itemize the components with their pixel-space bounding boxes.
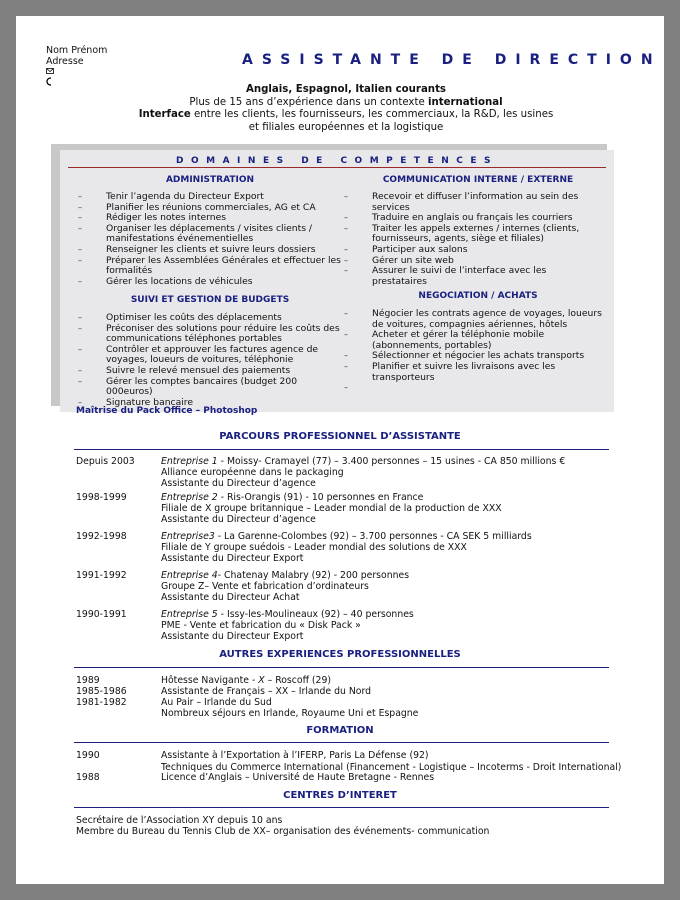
budget-item-text: Optimiser les coûts des déplacements bbox=[106, 312, 282, 323]
job-role: Assistante du Directeur d’agence bbox=[161, 514, 316, 525]
bullet-dash: – bbox=[344, 361, 348, 371]
interet-row bbox=[76, 815, 282, 826]
bullet-dash: – bbox=[344, 255, 348, 265]
competences-divider bbox=[68, 167, 606, 168]
job-company: Entreprise 1 bbox=[161, 456, 218, 467]
job-company: Entreprise 2 bbox=[161, 492, 218, 503]
job-company-line bbox=[161, 456, 641, 467]
job-location: - Chatenay Malabry (92) - 200 personnes bbox=[217, 570, 410, 581]
bullet-dash: – bbox=[78, 397, 82, 407]
communication-item bbox=[344, 243, 603, 256]
budget-item bbox=[78, 375, 342, 398]
communication-item-text: Traiter les appels externes / internes (clients, fournisseurs, agents, siège et filiales) bbox=[372, 222, 580, 245]
communication-item-text: Recevoir et diffuser l’information au sein des services bbox=[372, 191, 579, 213]
interface-bold: Interface bbox=[138, 109, 191, 120]
job-role: Assistante du Directeur Achat bbox=[161, 592, 300, 603]
negociation-item-text: Sélectionner et négocier les achats transports bbox=[372, 350, 585, 362]
negociation-item-text: Acheter et gérer la téléphonie mobile (abonnements, portables) bbox=[372, 329, 545, 351]
autre-text-main: Assistante de Français – XX – Irlande du Nord bbox=[161, 686, 372, 697]
contact-block bbox=[46, 45, 107, 89]
administration-item-text: Préparer les Assemblées Générales et effectuer les formalités bbox=[106, 254, 341, 277]
parcours-divider bbox=[74, 449, 609, 450]
budget-item-text: Suivre le relevé mensuel des paiements bbox=[106, 364, 291, 376]
budget-item bbox=[78, 364, 342, 377]
administration-item-text: Organiser les déplacements / visites clients / manifestations événementielles bbox=[106, 222, 313, 245]
bullet-dash: – bbox=[78, 213, 82, 223]
administration-list bbox=[78, 191, 342, 287]
intro-summary bbox=[56, 84, 636, 134]
formation-text: Assistante à l’Exportation à l’IFERP, Paris La Défense (92) bbox=[161, 750, 429, 761]
bullet-dash: – bbox=[344, 266, 348, 276]
budget-item bbox=[78, 322, 342, 345]
interet-text: Membre du Bureau du Tennis Club de XX– organisation des événements- communication bbox=[76, 826, 490, 837]
envelope-icon bbox=[46, 67, 107, 77]
negociation-list bbox=[344, 308, 603, 393]
job-company-line bbox=[161, 492, 641, 503]
budget-item-text: Préconiser des solutions pour réduire les coûts des communications téléphones portables bbox=[106, 322, 340, 345]
interet-text: Secrétaire de l’Association XY depuis 10 ans bbox=[76, 815, 283, 826]
job-details bbox=[161, 570, 641, 603]
autre-text-main: Hôtesse Navigante - bbox=[161, 675, 259, 686]
formation-note: Techniques du Commerce International (Financement - Logistique – Incoterms - Droit International) bbox=[161, 762, 622, 773]
interface-line bbox=[56, 109, 636, 122]
autre-text-main: Au Pair – Irlande du Sud bbox=[161, 697, 272, 708]
job-details bbox=[161, 456, 641, 489]
administration-item bbox=[78, 191, 342, 203]
formation-text: Licence d’Anglais – Université de Haute Bretagne - Rennes bbox=[161, 772, 435, 783]
autre-text bbox=[161, 675, 331, 686]
job-description: Filiale de Y groupe suédois - Leader mondial des solutions de XXX bbox=[161, 542, 467, 553]
job-details bbox=[161, 531, 641, 564]
bullet-dash: – bbox=[344, 223, 348, 233]
bullet-dash: – bbox=[78, 376, 82, 386]
interface-text: entre les clients, les fournisseurs, les commerciaux, la R&D, les usines bbox=[190, 109, 554, 120]
communication-item-text: Traduire en anglais ou français les courriers bbox=[372, 212, 573, 224]
experience-line bbox=[56, 97, 636, 110]
experience-text: Plus de 15 ans d’expérience dans un contexte bbox=[189, 96, 428, 108]
bullet-dash: – bbox=[78, 192, 82, 201]
formation-year: 1988 bbox=[76, 772, 100, 783]
cv-page bbox=[16, 16, 664, 884]
communication-item-text: Participer aux salons bbox=[372, 243, 468, 255]
page-title: ASSISTANTE DE DIRECTION bbox=[242, 52, 662, 68]
negociation-item-text: Négocier les contrats agence de voyages, loueurs de voitures, compagnies aériennes, hôtels bbox=[372, 308, 602, 330]
administration-item-text: Planifier les réunions commerciales, AG et CA bbox=[106, 201, 316, 213]
administration-item-text: Renseigner les clients et suivre leurs dossiers bbox=[106, 243, 316, 255]
formation-divider bbox=[74, 742, 609, 743]
communication-item-text: Gérer un site web bbox=[372, 254, 454, 266]
autres-note: Nombreux séjours en Irlande, Royaume Uni et Espagne bbox=[161, 708, 419, 719]
job-role: Assistante du Directeur Export bbox=[161, 631, 304, 642]
job-role: Assistante du Directeur Export bbox=[161, 553, 304, 564]
bullet-dash: – bbox=[344, 213, 348, 223]
job-description: Groupe Z– Vente et fabrication d’ordinateurs bbox=[161, 581, 369, 592]
administration-item bbox=[78, 222, 342, 245]
interet-row bbox=[76, 826, 489, 837]
job-years: 1990-1991 bbox=[76, 609, 127, 620]
job-details bbox=[161, 609, 641, 642]
autres-heading: AUTRES EXPERIENCES PROFESSIONNELLES bbox=[219, 649, 461, 660]
job-location: - La Garenne-Colombes (92) – 3.700 personnes - CA SEK 5 milliards bbox=[214, 531, 532, 542]
job-company-line bbox=[161, 531, 641, 542]
job-description: Filiale de X groupe britannique – Leader mondial de la production de XXX bbox=[161, 503, 502, 514]
formation-year: 1990 bbox=[76, 750, 100, 761]
job-years: Depuis 2003 bbox=[76, 456, 135, 467]
bullet-dash: – bbox=[344, 309, 348, 318]
job-years: 1991-1992 bbox=[76, 570, 127, 581]
competences-box bbox=[60, 150, 614, 412]
bullet-dash: – bbox=[344, 192, 348, 201]
autre-text-end: – Roscoff (29) bbox=[264, 675, 332, 686]
administration-item-text: Gérer les locations de véhicules bbox=[106, 275, 253, 287]
communication-item bbox=[344, 222, 603, 245]
autre-years: 1981-1982 bbox=[76, 697, 127, 708]
contact-name: Nom Prénom bbox=[46, 45, 108, 56]
communication-list bbox=[344, 191, 603, 287]
bullet-dash: – bbox=[78, 313, 82, 322]
job-location: - Ris-Orangis (91) - 10 personnes en France bbox=[217, 492, 424, 503]
administration-item bbox=[78, 243, 342, 256]
job-description: Alliance européenne dans le packaging bbox=[161, 467, 344, 478]
parcours-heading: PARCOURS PROFESSIONNEL D’ASSISTANTE bbox=[219, 431, 461, 442]
budgets-heading: SUIVI ET GESTION DE BUDGETS bbox=[130, 295, 290, 305]
formation-heading: FORMATION bbox=[306, 725, 374, 736]
job-company: Entreprise 5 bbox=[161, 609, 218, 620]
negociation-item bbox=[344, 329, 603, 351]
negociation-item bbox=[344, 360, 603, 383]
communication-item bbox=[344, 265, 603, 287]
job-years: 1992-1998 bbox=[76, 531, 127, 542]
budget-item bbox=[78, 343, 342, 366]
experience-bold: international bbox=[427, 96, 503, 108]
administration-heading: ADMINISTRATION bbox=[165, 175, 255, 185]
administration-item-text: Tenir l’agenda du Directeur Export bbox=[106, 191, 264, 202]
budget-item-text: Contrôler et approuver les factures agence de voyages, loueurs de voitures, téléphonie bbox=[106, 343, 319, 366]
interets-divider bbox=[74, 807, 609, 808]
contact-address: Adresse bbox=[46, 56, 84, 67]
bullet-dash: – bbox=[78, 255, 82, 265]
autre-years: 1989 bbox=[76, 675, 100, 686]
negociation-item-text: Planifier et suivre les livraisons avec les transporteurs bbox=[372, 360, 556, 383]
administration-item-text: Rédiger les notes internes bbox=[106, 212, 227, 224]
job-description: PME - Vente et fabrication du « Disk Pack » bbox=[161, 620, 361, 631]
negociation-item bbox=[344, 308, 603, 330]
budget-item-text: Signature bancaire bbox=[106, 396, 193, 408]
autre-years: 1985-1986 bbox=[76, 686, 127, 697]
languages-line: Anglais, Espagnol, Italien courants bbox=[245, 84, 446, 95]
communication-item bbox=[344, 191, 603, 213]
job-company-line bbox=[161, 609, 641, 620]
negociation-heading: NEGOCIATION / ACHATS bbox=[418, 291, 538, 301]
job-role: Assistante du Directeur d’agence bbox=[161, 478, 316, 489]
budget-item-text: Gérer les comptes bancaires (budget 200 000euros) bbox=[106, 375, 298, 398]
bullet-dash: – bbox=[78, 223, 82, 233]
job-company-line bbox=[161, 570, 641, 581]
administration-item bbox=[78, 254, 342, 277]
job-company: Entreprise3 bbox=[161, 531, 215, 542]
job-details bbox=[161, 492, 641, 525]
software-skills: Maîtrise du Pack Office – Photoshop bbox=[76, 406, 258, 416]
bullet-dash: – bbox=[78, 202, 82, 212]
competences-title: DOMAINES DE COMPETENCES bbox=[176, 156, 498, 166]
bullet-dash: – bbox=[344, 351, 348, 361]
job-company: Entreprise 4 bbox=[161, 570, 218, 581]
bullet-dash: – bbox=[344, 383, 348, 393]
autres-divider bbox=[74, 667, 609, 668]
administration-item bbox=[78, 275, 342, 288]
bullet-dash: – bbox=[78, 323, 82, 333]
autre-text bbox=[161, 686, 371, 697]
interets-heading: CENTRES D’INTERET bbox=[283, 790, 397, 801]
bullet-dash: – bbox=[78, 365, 82, 375]
bullet-dash: – bbox=[78, 244, 82, 254]
bullet-dash: – bbox=[344, 244, 348, 254]
bullet-dash: – bbox=[78, 344, 82, 354]
communication-item-text: Assurer le suivi de l’interface avec les prestataires bbox=[372, 265, 547, 287]
job-years: 1998-1999 bbox=[76, 492, 127, 503]
job-location: - Issy-les-Moulineaux (92) – 40 personnes bbox=[217, 609, 414, 620]
autre-text-italic: X bbox=[258, 675, 265, 686]
budgets-list bbox=[78, 312, 342, 408]
bullet-dash: – bbox=[78, 276, 82, 286]
budget-item bbox=[78, 312, 342, 324]
autre-text bbox=[161, 697, 272, 708]
communication-heading: COMMUNICATION INTERNE / EXTERNE bbox=[382, 175, 574, 185]
job-location: - Moissy- Cramayel (77) – 3.400 personnes – 15 usines - CA 850 millions € bbox=[217, 456, 566, 467]
bullet-dash: – bbox=[344, 330, 348, 340]
filiales-line: et filiales européennes et la logistique bbox=[248, 121, 444, 133]
